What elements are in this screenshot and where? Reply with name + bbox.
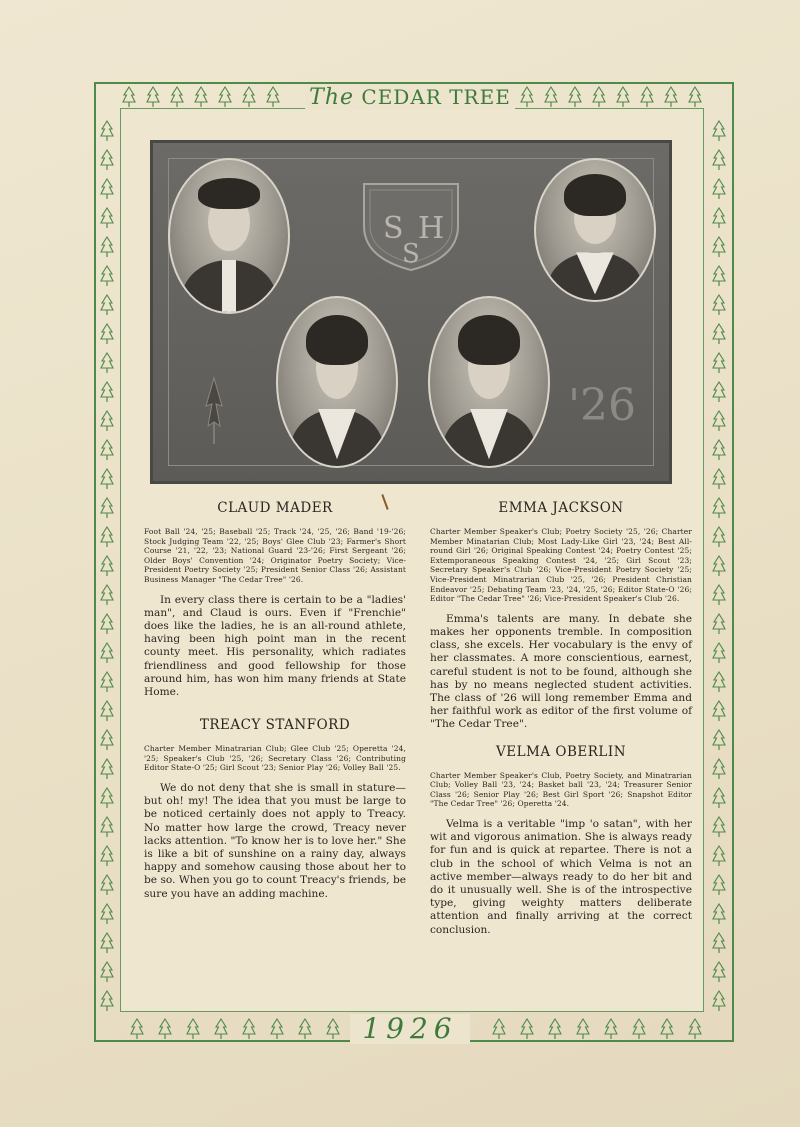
cedar-tree-icon: [158, 1018, 172, 1040]
cedar-tree-icon: [298, 1018, 312, 1040]
cedar-tree-icon: [712, 787, 726, 809]
cedar-tree-icon: [242, 1018, 256, 1040]
biography-claud: In every class there is certain to be a "ladies' man", and Claud is ours. Even if "Frenchie" does like the ladies, he is an all-round athlete, having been high point man in the recent county meet. His personality, which radiates friendliness and good fellowship for those around him, has won him many friends at State Home.: [144, 593, 406, 698]
cedar-tree-icon: [712, 758, 726, 780]
cedar-tree-icon: [100, 671, 114, 693]
cedar-tree-icon: [100, 178, 114, 200]
cedar-tree-icon: [266, 86, 280, 108]
cedar-tree-icon: [712, 236, 726, 258]
cedar-tree-icon: [688, 1018, 702, 1040]
cedar-tree-icon: [100, 961, 114, 983]
cedar-tree-icon: [100, 265, 114, 287]
cedar-tree-icon: [544, 86, 558, 108]
cedar-tree-icon: [218, 86, 232, 108]
cedar-tree-icon: [326, 1018, 340, 1040]
cedar-tree-icon: [100, 149, 114, 171]
portrait-treacy-stanford: [276, 296, 398, 468]
cedar-tree-icon: [100, 352, 114, 374]
cedar-tree-icon: [604, 1018, 618, 1040]
cedar-tree-icon: [632, 1018, 646, 1040]
cedar-tree-icon: [186, 1018, 200, 1040]
cedar-tree-icon: [712, 381, 726, 403]
header-the: The: [309, 85, 355, 110]
cedar-tree-icon: [100, 526, 114, 548]
cedar-tree-icon: [100, 294, 114, 316]
cedar-tree-icon: [100, 845, 114, 867]
cedar-tree-icon: [712, 555, 726, 577]
cedar-tree-icon: [100, 439, 114, 461]
cedar-tree-icon: [712, 497, 726, 519]
activity-record-emma: Charter Member Speaker's Club; Poetry Society '25, '26; Charter Member Minatarian Club; Most Lady-Like Girl '23, '24; Best All-round Girl '26; Original Speaking Contest '24; Poetry Contest '25; Extemporaneous Speaking Contest '24, '25; Girl Scout '23; Secretary Speaker's Club '26; Vice-President Poetry Society '25; Vice-President Minatrarian Club '25, '26; President Christian Endeavor '25; Debating Team '23, '24, '25, '26; Editor State-O '26; Editor "The Cedar Tree" '26; Vice-President Speaker's Club '26.: [430, 527, 692, 604]
cedar-tree-icon: [100, 207, 114, 229]
cedar-tree-icon: [520, 1018, 534, 1040]
cedar-tree-icon: [712, 468, 726, 490]
cedar-tree-icon: [100, 120, 114, 142]
cedar-tree-icon: [660, 1018, 674, 1040]
student-name-claud: CLAUD MADER: [217, 500, 333, 516]
cedar-tree-icon: [100, 323, 114, 345]
cedar-tree-icon: [712, 613, 726, 635]
cedar-tree-icon: [100, 555, 114, 577]
cedar-tree-icon: [712, 729, 726, 751]
header-cedar-tree: CEDAR TREE: [361, 85, 511, 109]
cedar-tree-icon: [100, 613, 114, 635]
cedar-tree-icon: [712, 526, 726, 548]
cedar-tree-icon: [712, 961, 726, 983]
cedar-tree-icon: [712, 874, 726, 896]
cedar-tree-icon: [712, 294, 726, 316]
cedar-tree-icon: [712, 816, 726, 838]
cedar-tree-icon: [712, 207, 726, 229]
biography-emma: Emma's talents are many. In debate she makes her opponents tremble. In composition class, she excels. Her vocabulary is the envy of her classmates. A more conscientious, earnest, careful student is not to be found, although she has by no means neglected student activities. The class of '26 will long remember Emma and her faithful work as editor of the first volume of "The Cedar Tree".: [430, 612, 692, 731]
cedar-tree-icon: [130, 1018, 144, 1040]
cedar-tree-icon: [712, 584, 726, 606]
cedar-tree-icon: [270, 1018, 284, 1040]
cedar-tree-icon: [100, 758, 114, 780]
portrait-velma-oberlin: [534, 158, 656, 302]
cedar-tree-icon: [122, 86, 136, 108]
cedar-tree-icon: [712, 265, 726, 287]
class-photo-panel: [150, 140, 672, 484]
cedar-tree-icon: [100, 381, 114, 403]
cedar-tree-icon: [616, 86, 630, 108]
cedar-tree-icon: [100, 700, 114, 722]
cedar-tree-icon: [100, 468, 114, 490]
page-header-title: [305, 84, 515, 110]
cedar-tree-icon: [712, 671, 726, 693]
cedar-tree-icon: [712, 700, 726, 722]
activity-record-treacy: Charter Member Minatrarian Club; Glee Club '25; Operetta '24, '25; Speaker's Club '25, '26; Secretary Class '26; Contributing Editor State-O '25; Girl Scout '23; Senior Play '26; Volley Ball '25.: [144, 744, 406, 773]
cedar-tree-icon: [100, 787, 114, 809]
cedar-tree-icon: [592, 86, 606, 108]
cedar-tree-icon: [100, 816, 114, 838]
cedar-tree-icon: [214, 1018, 228, 1040]
cedar-tree-icon: [712, 149, 726, 171]
cedar-tree-icon: [712, 439, 726, 461]
cedar-tree-icon: [712, 410, 726, 432]
cedar-tree-icon: [100, 236, 114, 258]
biography-velma: Velma is a veritable "imp 'o satan", with her wit and vigorous animation. She is always ready for fun and is quick at repartee. There is not a club in the school of which Velma is not an active member—always ready to do her bit and do it unusually well. She is of the introspective type, giving weighty matters deliberate attention and finally arriving at the correct conclusion.: [430, 817, 692, 936]
class-year-mark: '26: [567, 380, 637, 431]
crest-letter-right: H: [418, 211, 445, 246]
cedar-tree-icon: [242, 86, 256, 108]
cedar-tree-icon: [576, 1018, 590, 1040]
cedar-tree-icon: [100, 874, 114, 896]
cedar-tree-icon: [712, 120, 726, 142]
portrait-emma-jackson: [428, 296, 550, 468]
cedar-tree-icon: [170, 86, 184, 108]
cedar-tree-icon: [492, 1018, 506, 1040]
cedar-tree-icon: [712, 932, 726, 954]
right-column: [430, 500, 692, 949]
cedar-tree-icon: [100, 410, 114, 432]
page-footer-year: 1926: [350, 1014, 470, 1044]
cedar-tree-icon: [520, 86, 534, 108]
cedar-tree-icon: [712, 990, 726, 1012]
cedar-tree-icon: [640, 86, 654, 108]
cedar-tree-icon: [712, 903, 726, 925]
cedar-tree-icon: [548, 1018, 562, 1040]
pine-sprig-ornament: [202, 376, 226, 446]
student-name-emma: EMMA JACKSON: [498, 500, 624, 516]
left-column: [144, 500, 406, 913]
crest-letter-bottom: S: [402, 239, 420, 269]
cedar-tree-icon: [688, 86, 702, 108]
cedar-tree-icon: [712, 845, 726, 867]
cedar-tree-icon: [100, 584, 114, 606]
crest-letter-left: S: [383, 211, 404, 246]
cedar-tree-icon: [712, 178, 726, 200]
school-crest-emblem: [358, 178, 464, 274]
student-name-velma: VELMA OBERLIN: [495, 743, 627, 760]
cedar-tree-icon: [712, 352, 726, 374]
cedar-tree-icon: [100, 497, 114, 519]
cedar-tree-icon: [100, 990, 114, 1012]
cedar-tree-icon: [100, 932, 114, 954]
cedar-tree-icon: [100, 903, 114, 925]
cedar-tree-icon: [712, 323, 726, 345]
cedar-tree-icon: [194, 86, 208, 108]
cedar-tree-icon: [712, 642, 726, 664]
cedar-tree-icon: [100, 729, 114, 751]
student-name-treacy: TREACY STANFORD: [199, 717, 351, 734]
activity-record-velma: Charter Member Speaker's Club, Poetry Society, and Minatrarian Club; Volley Ball '23, '24; Basket ball '23, '24; Treasurer Senior Class '26; Senior Play '26; Best Girl Sport '26; Snapshot Editor "The Cedar Tree" '26; Operetta '24.: [430, 770, 692, 809]
cedar-tree-icon: [568, 86, 582, 108]
cedar-tree-icon: [146, 86, 160, 108]
portrait-claud-mader: [168, 158, 290, 314]
activity-record-claud: Foot Ball '24, '25; Baseball '25; Track '24, '25, '26; Band '19-'26; Stock Judging Team '22, '25; Boys' Glee Club '23; Farmer's Short Course '21, '22, '23; National Guard '23-'26; First Sergeant '26; Older Boys' Convention '24; Originator Poetry Society; Vice-President Poetry Society '25; President Senior Class '26; Assistant Business Manager "The Cedar Tree" '26.: [144, 527, 406, 584]
cedar-tree-icon: [100, 642, 114, 664]
cedar-tree-icon: [664, 86, 678, 108]
biography-treacy: We do not deny that she is small in stature—but oh! my! The idea that you must be large to be noticed certainly does not apply to Treacy. No matter how large the crowd, Treacy never lacks attention. "To know her is to love her." She is like a bit of sunshine on a rainy day, always happy and somehow causing those about her to be so. When you go to count Treacy's friends, be sure you have an adding machine.: [144, 781, 406, 900]
